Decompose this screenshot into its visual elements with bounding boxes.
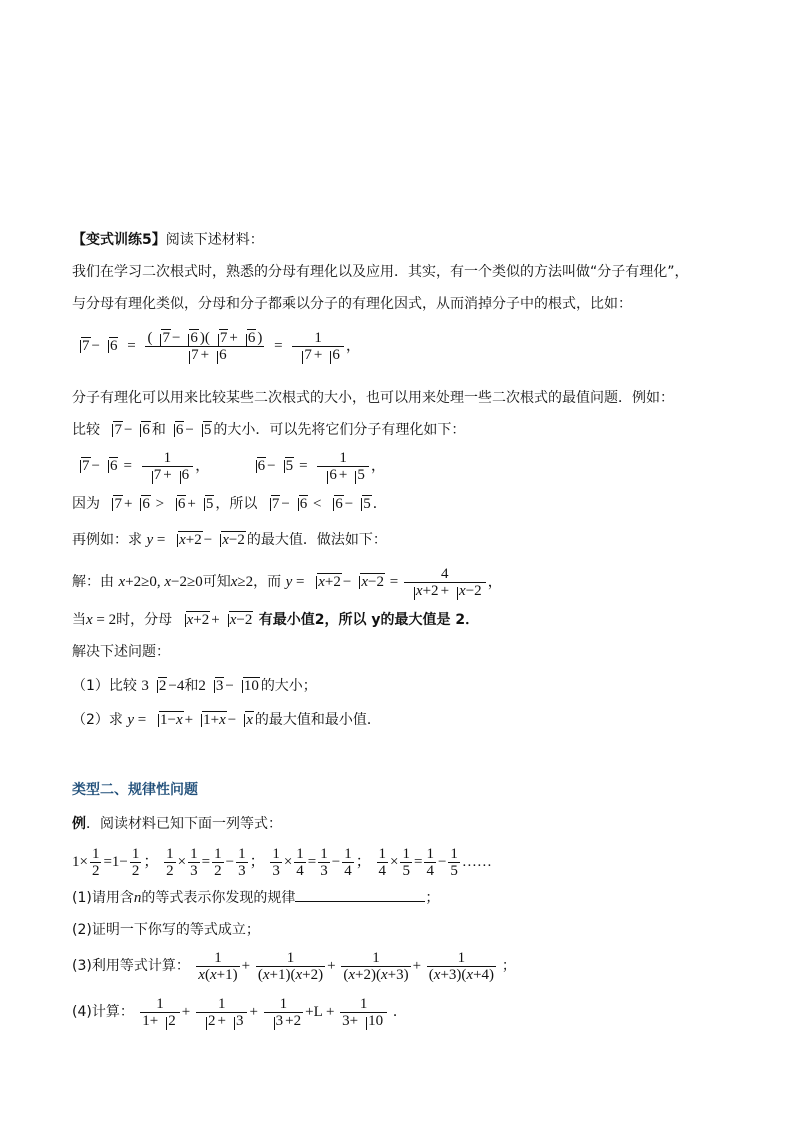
when-line: 当x = 2时，分母 x+2 + x−2 有最小值2，所以 y的最大值是 2．	[72, 612, 480, 628]
solution-line: 解：由 x+2≥0, x−2≥0可知x≥2，而 y = x+2 − x−2 = $\frac{4}{x+2 + x-2}$ ，	[72, 566, 503, 599]
paragraph-2: 与分母有理化类似，分母和分子都乘以分子的有理化因式，从而消掉分子中的根式，比如：	[72, 296, 632, 312]
exercise-intro: 阅读下述材料：	[165, 232, 264, 248]
exercise-tag: 【变式训练5】	[72, 232, 166, 248]
because-line: 因为 7 + 6 > 6 + 5 ，所以 7 − 6 < 6 − 5 ．	[72, 496, 387, 512]
compare-line: 比较 7 − 6 和 6 − 5 的大小．可以先将它们分子有理化如下：	[72, 422, 466, 438]
example-2-line: 再例如：求 y = x+2 − x−2 的最大值．做法如下：	[72, 532, 387, 548]
type2-heading: 类型二、规律性问题	[72, 782, 198, 798]
part-2: (2)证明一下你写的等式成立；	[72, 922, 260, 938]
solve-heading: 解决下述问题：	[72, 644, 170, 660]
question-2: （2）求 y = 1−x + 1+x − x 的最大值和最小值．	[72, 712, 381, 728]
question-1: （1）比较 3 2 −4和2 3 − 10 的大小；	[72, 678, 317, 694]
fraction-expanded: $\frac{( 7 - 6 )( 7 + 6 )}{7 + 6}$	[147, 330, 263, 363]
rationalized-pair: 7 − 6 = $\frac{1}{7 + 6}$ ， 6 − 5 = $\frac{1}{6 + 5}$ ，	[72, 450, 734, 483]
part-4: (4)计算： $\frac{1}{1+ 2}$ + $\frac{1}{2 + 3}$ + $\frac{1}{3 +2}$ +L + $\frac{1}{3+ 10}$ ．	[72, 996, 407, 1029]
equation-series: 1× $\frac{1}{2}$ =1− $\frac{1}{2}$ ； $\frac{1}{2}$ × $\frac{1}{3}$ = $\frac{1}{2}$ − $\frac{1}{3}$ ； $\frac{1}{3}$ × $\frac{1}{4}$ = $\frac{1}{3}$ − $\frac{1}{4}$ ； $\frac{1}{4}$ × $\frac{1}{5}$ = $\frac{1}{4}$ − $\frac{1}{5}$ ……	[72, 846, 492, 879]
part-1: (1)请用含n的等式表示你发现的规律 ；	[72, 890, 440, 906]
answer-blank[interactable]	[295, 901, 425, 902]
paragraph-1: 我们在学习二次根式时，熟悉的分母有理化以及应用．其实，有一个类似的方法叫做“分子有理化”，	[72, 264, 689, 280]
paragraph-3: 分子有理化可以用来比较某些二次根式的大小，也可以用来处理一些二次根式的最值问题．例如：	[72, 390, 674, 406]
fraction-result: $\frac{1}{7 + 6}$	[292, 330, 343, 363]
formula-example-1: 7 − 6 = $\frac{( 7 - 6 )( 7 + 6 )}{7 + 6}$ = $\frac{1}{7 + 6}$ ，	[72, 330, 734, 363]
exercise-heading	[72, 230, 734, 250]
part-3: (3)利用等式计算： $\frac{1}{x(x+1)}$ + $\frac{1}{(x+1)(x+2)}$ + $\frac{1}{(x+2)(x+3)}$ + $\frac{1}{(x+3)(x+4)}$ ；	[72, 950, 516, 983]
example-line: 例．阅读材料已知下面一列等式：	[72, 816, 282, 832]
